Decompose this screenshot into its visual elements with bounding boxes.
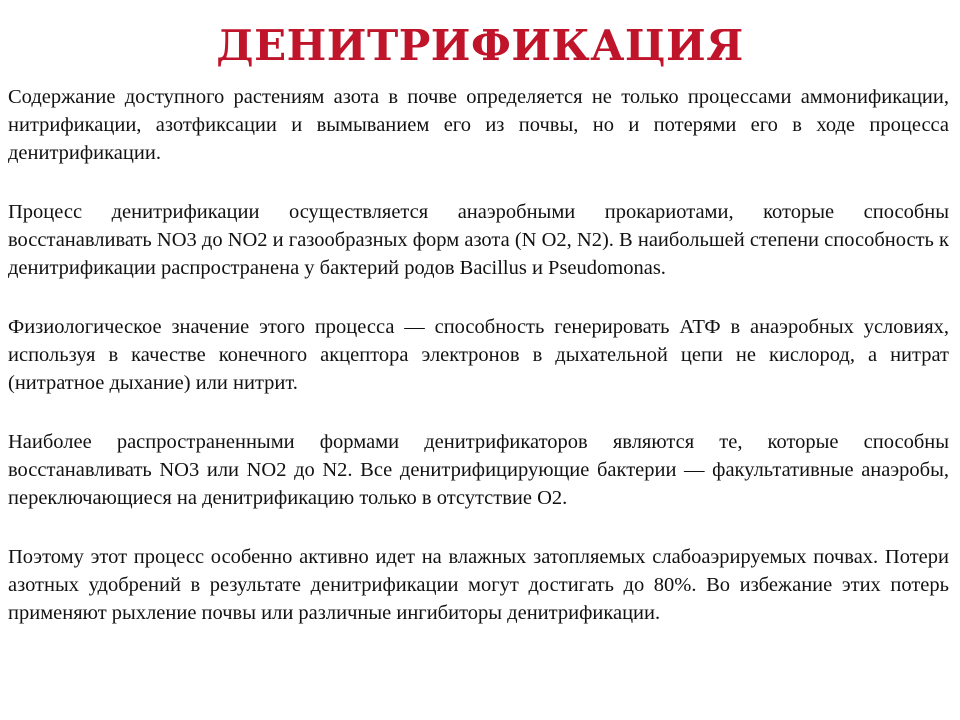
paragraph: Физиологическое значение этого процесса — способность генерировать АТФ в анаэробных условиях, используя в качестве конечного акцептора электронов в дыхательной цепи не кислород, а нитрат (нитратное дыхание) или нитрит. [8, 316, 949, 394]
paragraph: Процесс денитрификации осуществляется анаэробными прокариотами, которые способны восстанавливать NO3 до NO2 и газообразных форм азота (N O2, N2). В наибольшей степени способность к денитрификации распространена у бактерий родов Bacillus и Pseudomonas. [8, 201, 949, 279]
paragraph: Наиболее распространенными формами денитрификаторов являются те, которые способны восстанавливать NO3 или NO2 до N2. Все денитрифицирующие бактерии — факультативные анаэробы, переключающиеся на денитрификацию только в отсутствие O2. [8, 431, 949, 509]
paragraph: Содержание доступного растениям азота в почве определяется не только процессами аммонификации, нитрификации, азотфиксации и вымыванием его из почвы, но и потерями его в ходе процесса денитрификации. [8, 86, 949, 164]
slide-title: ДЕНИТРИФИКАЦИЯ [216, 21, 744, 70]
slide-body [8, 83, 949, 627]
paragraph: Поэтому этот процесс особенно активно идет на влажных затопляемых слабоаэрируемых почвах. Потери азотных удобрений в результате денитрификации могут достигать до 80%. Во избежание этих потерь применяют рыхление почвы или различные ингибиторы денитрификации. [8, 546, 949, 624]
